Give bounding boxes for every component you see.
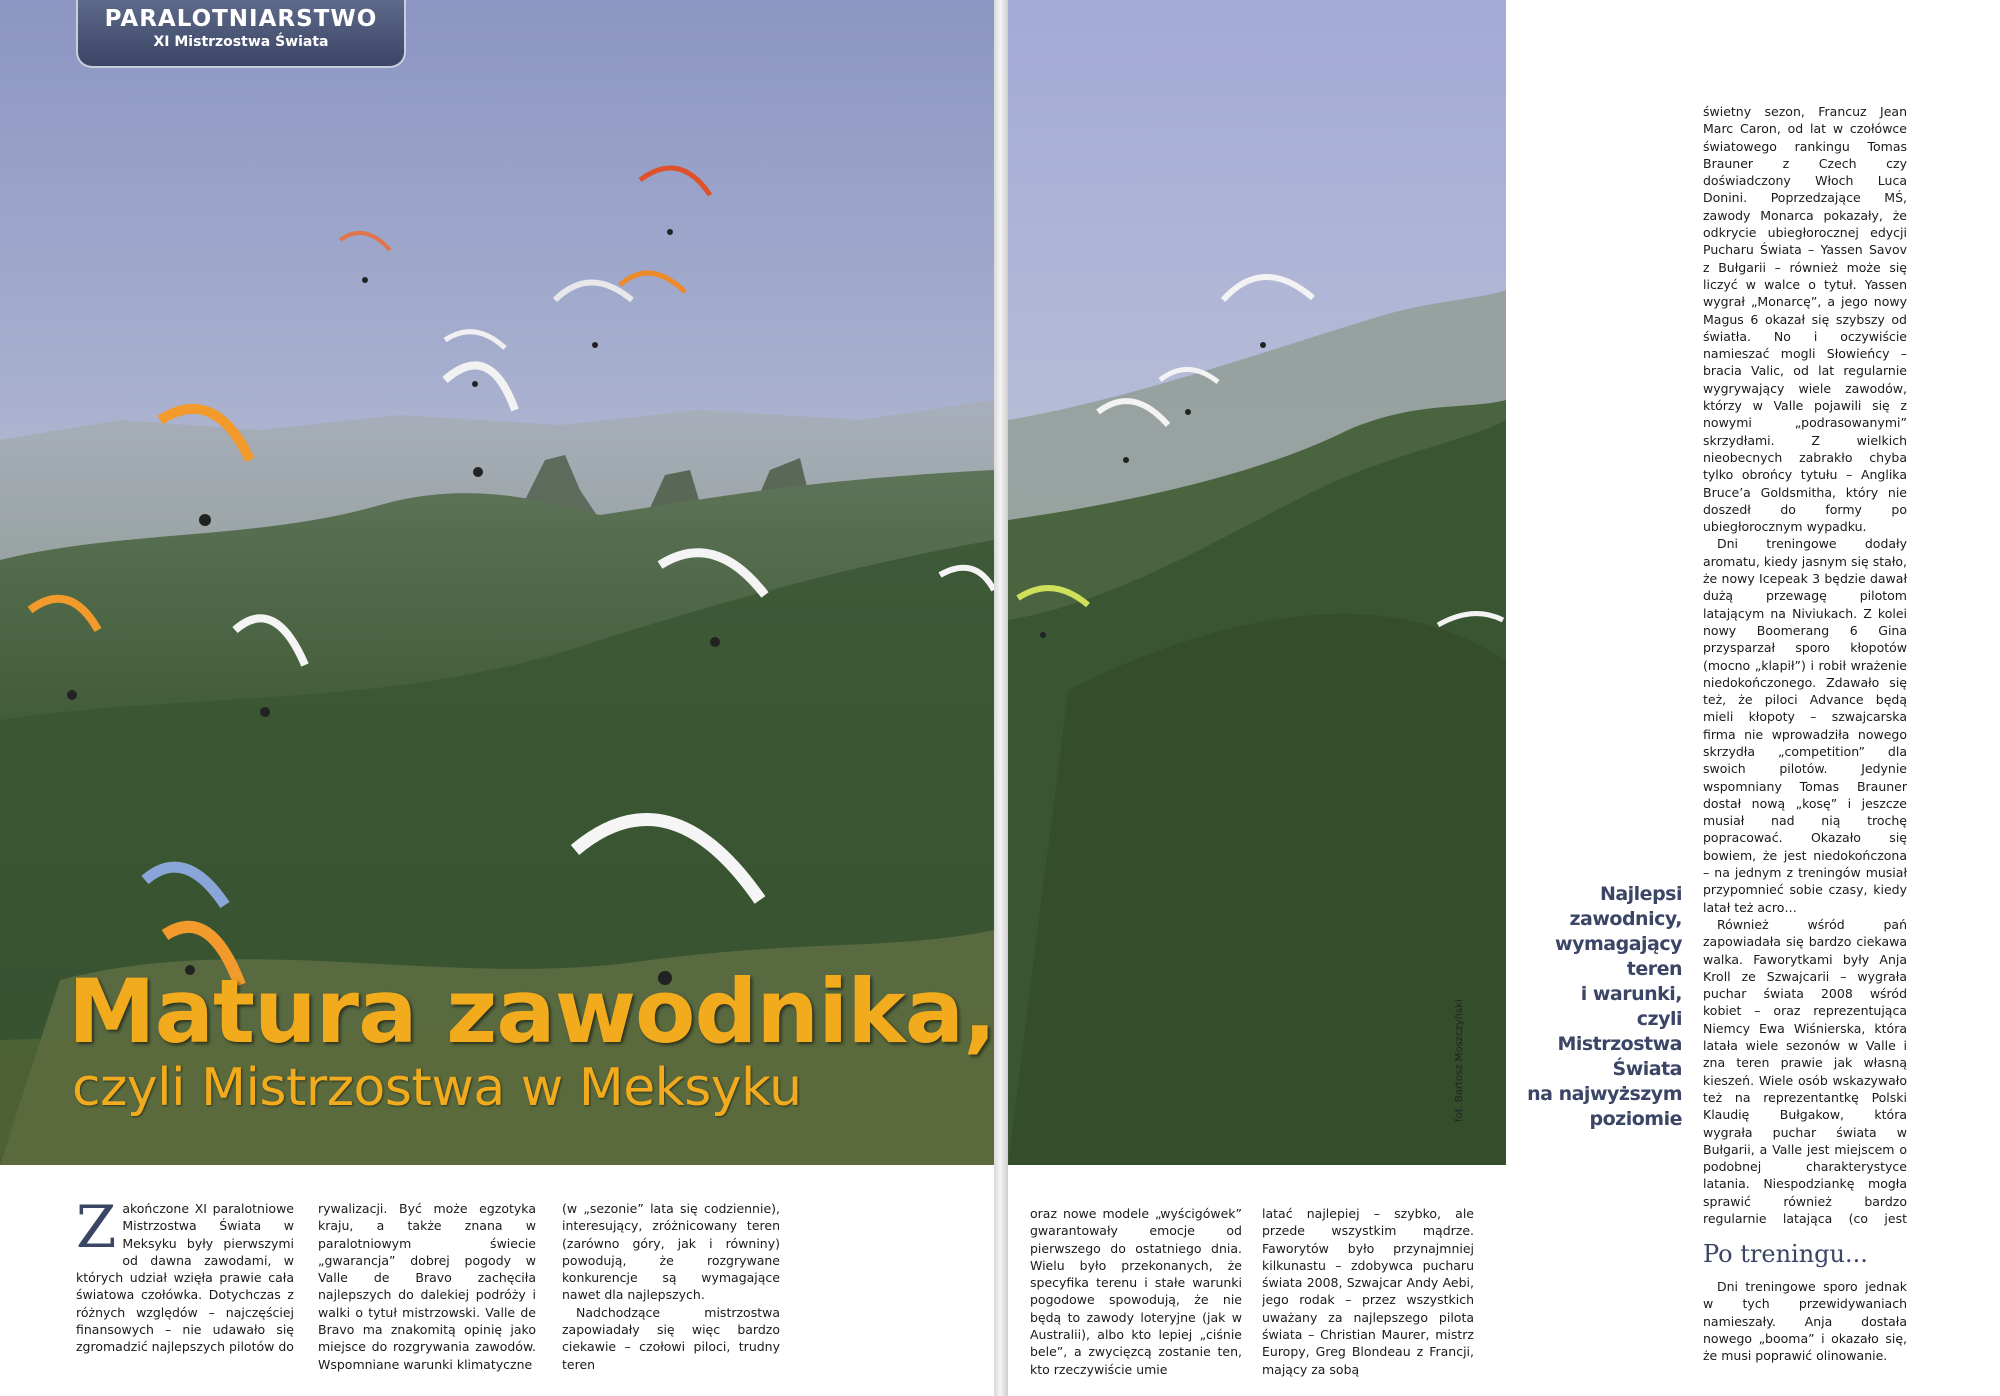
body-column-5: [1262, 1205, 1474, 1385]
section-tab: [76, 0, 406, 68]
subsection-heading: Po treningu...: [1703, 1240, 1868, 1268]
paragraph: Dni treningowe sporo jednak w tych przewidywaniach namieszały. Anja dostała nowego „booma” i okazało się, że musi poprawić olinowanie.: [1703, 1279, 1907, 1364]
paragraph: rywalizacji. Być może egzotyka kraju, a także znana w paralotniowym świecie „gwarancja” dobrej pogody w Valle de Bravo zachęciła najlepszych do dalekiej podróży i walki o tytuł mistrzowski. Valle de Bravo ma znakomitą opinię jako miejsce do rozgrywania zawodów. Wspomniane warunki klimatyczne: [318, 1201, 536, 1372]
pull-quote-line: i warunki,: [1580, 983, 1682, 1005]
pull-quote-line: Najlepsi: [1599, 883, 1682, 905]
pull-quote: [1520, 882, 1682, 1132]
paragraph: akończone XI paralotniowe Mistrzostwa Świata w Meksyku były pierwszymi od dawna zawodami, w których udział wzięła prawie cała światowa czołówka. Dotychczas z różnych względów – najczęściej finansowych – nie udawało się zgromadzić najlepszych pilotów do: [76, 1201, 294, 1355]
pull-quote-line: czyli Mistrzostwa: [1557, 1008, 1682, 1055]
spine-gutter: [994, 0, 1008, 1396]
paragraph: oraz nowe modele „wyścigówek” gwarantowały emocje od pierwszego do ostatniego dnia. Wielu było przekonanych, że specyfika terenu i stałe warunki pogodowe spowodują, że nie będą to zawody loteryjne (jak w Australii), albo kto lepiej „ciśnie bele”, a zwycięzcą zostanie ten, kto rzeczywiście umie: [1030, 1206, 1242, 1377]
body-column-4: [1030, 1205, 1242, 1385]
body-column-6: [1703, 103, 1907, 1228]
paragraph: latać najlepiej – szybko, ale przede wszystkim mądrze. Faworytów było przynajmniej kilkunastu – zdobywca pucharu świata 2008, Szwajcar Andy Aebi, jego rodak – przez wszystkich uważany za najlepszego pilota świata – Christian Maurer, mistrz Europy, Greg Blondeau z Francji, mający za sobą: [1262, 1206, 1474, 1377]
paragraph: Dni treningowe dodały aromatu, kiedy jasnym się stało, że nowy Icepeak 3 będzie dawał dużą przewagę pilotom latającym na Niviukach. Z kolei nowy Boomerang 6 Gina przysparzał sporo kłopotów (mocno „klapił”) i robił wrażenie niedokończonego. Zdawało się też, że piloci Advance będą mieli kłopoty – szwajcarska firma nie wprowadziła nowego skrzydła „competition” dla swoich pilotów. Jedynie wspomniany Tomas Brauner dostał nową „kosę” i jeszcze musiał nad nią trochę popracować. Okazało się bowiem, że jest niedokończona – na jednym z treningów musiał przypomnieć sobie czasy, kiedy latał też acro…: [1703, 536, 1907, 915]
body-column-2: [318, 1200, 536, 1385]
paragraph: Nadchodzące mistrzostwa zapowiadały się więc bardzo ciekawie – czołowi piloci, trudny teren: [562, 1304, 780, 1372]
paragraph: (w „sezonie” lata się codziennie), interesujący, zróżnicowany teren (zarówno góry, jak i równiny) powodują, że rozgrywane konkurencje są wymagające nawet dla najlepszych.: [562, 1201, 780, 1303]
mountain-ridge-photo: [1008, 0, 1506, 1165]
pull-quote-line: zawodnicy,: [1569, 908, 1682, 930]
article-headline: Matura zawodnika,: [68, 960, 996, 1063]
body-column-3: [562, 1200, 780, 1385]
section-category: PARALOTNIARSTWO: [104, 6, 378, 32]
paragraph: Również wśród pań zapowiadała się bardzo ciekawa walka. Faworytkami były Anja Kroll ze Szwajcarii – wygrała puchar świata 2008 wśród kobiet – oraz reprezentująca Niemcy Ewa Wiśnierska, która latała wiele sezonów w Valle i zna teren prawie jak własną kieszeń. Wiele osób wskazywało też na reprezentantkę Polski Klaudię Bułgakow, która wygrała puchar świata w Bułgarii, a Valle jest miejscem o podobnej charakterystyce latania. Niespodziankę mogła sprawić również bardzo regularnie latająca (co jest: [1703, 916, 1907, 1226]
drop-cap: Z: [76, 1200, 117, 1261]
main-photo-right: [1008, 0, 1506, 1165]
section-subtitle: XI Mistrzostwa Świata: [153, 34, 329, 50]
pull-quote-line: Świata: [1612, 1058, 1682, 1080]
body-column-1: [76, 1200, 294, 1385]
article-subheadline: czyli Mistrzostwa w Meksyku: [72, 1058, 802, 1118]
paragraph: świetny sezon, Francuz Jean Marc Caron, od lat w czołówce światowego rankingu Tomas Brauner z Czech czy doświadczony Włoch Luca Donini. Poprzedzające MŚ, zawody Monarca pokazały, że odkrycie ubiegłorocznej edycji Pucharu Świata – Yassen Savov z Bułgarii – również może się liczyć w walce o tytuł. Yassen wygrał „Monarcę”, a jego nowy Magus 6 okazał się szybszy od światła. No i oczywiście namieszać mogli Słowieńcy – bracia Valic, od lat regularnie wygrywający wiele zawodów, którzy w Valle pojawili się z nowymi „podrasowanymi” skrzydłami. Z wielkich nieobecnych zabrakło chyba tylko obrońcy tytułu – Anglika Bruce’a Goldsmitha, który nie doszedł do formy po ubiegłorocznym wypadku.: [1703, 104, 1907, 535]
pull-quote-line: poziomie: [1589, 1108, 1682, 1130]
pull-quote-line: wymagający teren: [1555, 933, 1682, 980]
body-column-6b: [1703, 1278, 1907, 1383]
photo-credit: fot. Bartosz Moszczyński: [1454, 999, 1465, 1122]
pull-quote-line: na najwyższym: [1527, 1083, 1682, 1105]
